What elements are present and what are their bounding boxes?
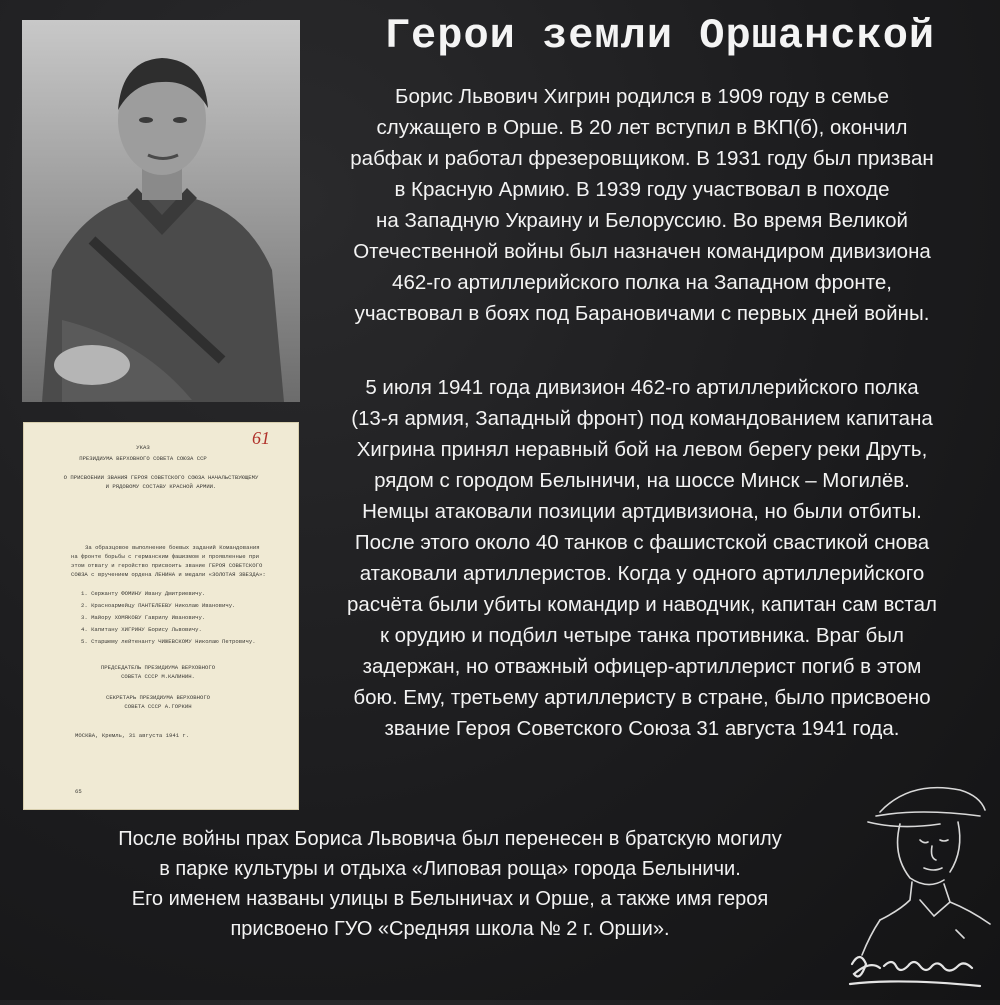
battle-paragraph — [292, 372, 992, 744]
text-line: 462-го артиллерийского полка на Западном фронте, — [392, 271, 892, 294]
memorial-paragraph — [40, 824, 860, 944]
document-line: ПРЕЗИДИУМА ВЕРХОВНОГО СОВЕТА СОЮЗА ССР — [79, 455, 207, 462]
text-line: рядом с городом Белыничи, на шоссе Минск – Могилёв. — [374, 469, 910, 492]
text-line: После этого около 40 танков с фашистской свастикой снова — [354, 531, 930, 554]
document-line: СЕКРЕТАРЬ ПРЕЗИДИУМА ВЕРХОВНОГО — [105, 694, 211, 701]
document-line: 65 — [75, 788, 82, 795]
text-line: (13-я армия, Западный фронт) под командованием капитана — [351, 407, 933, 430]
text-line: участвовал в боях под Барановичами с первых дней войны. — [354, 302, 930, 325]
text-line: Борис Львович Хигрин родился в 1909 году в семье — [395, 85, 889, 108]
text-line: служащего в Орше. В 20 лет вступил в ВКП(б), окончил — [376, 116, 908, 139]
document-line: СОВЕТА СССР М.КАЛИНИН. — [121, 673, 195, 680]
text-line: Отечественной войны был назначен командиром дивизиона — [353, 240, 931, 263]
document-line: СОЮЗА с вручением ордена ЛЕНИНА и медали «ЗОЛОТАЯ ЗВЕЗДА»: — [71, 571, 266, 578]
document-line: на фронте борьбы с германским фашизмом и проявленные при — [71, 553, 259, 560]
text-line: расчёта были убиты командир и наводчик, капитан сам встал — [347, 593, 937, 616]
text-line: бою. Ему, третьему артиллеристу в стране, было присвоено — [353, 686, 931, 709]
document-line: УКАЗ — [136, 444, 150, 451]
text-line: присвоено ГУО «Средняя школа № 2 г. Орши». — [230, 918, 670, 940]
document-line: 3. Майору ХОМЯКОВУ Гаврилу Ивановичу. — [81, 614, 206, 621]
document-line: СОВЕТА СССР А.ГОРКИН — [124, 703, 192, 710]
document-line: О ПРИСВОЕНИИ ЗВАНИЯ ГЕРОЯ СОВЕТСКОГО СОЮЗА НАЧАЛЬСТВУЮЩЕМУ — [63, 474, 259, 481]
text-line: 5 июля 1941 года дивизион 462-го артиллерийского полка — [365, 376, 919, 399]
text-line: Хигрина принял неравный бой на левом берегу реки Друть, — [356, 438, 928, 461]
text-line: атаковали артиллеристов. Когда у одного артиллерийского — [359, 562, 925, 585]
document-line: За образцовое выполнение боевых заданий Командования — [85, 544, 260, 551]
document-line: 4. Капитану ХИГРИНУ Борису Львовичу. — [81, 626, 202, 633]
text-line: задержан, но отважный офицер-артиллерист погиб в этом — [362, 655, 922, 678]
text-line: в парке культуры и отдыха «Липовая роща» города Белыничи. — [159, 858, 741, 880]
document-number: 61 — [252, 428, 270, 448]
document-line: этом отвагу и геройство присвоить звание ГЕРОЯ СОВЕТСКОГО — [71, 562, 263, 569]
biography-paragraph — [292, 81, 992, 329]
page-title: Герои земли Оршанской — [384, 12, 936, 60]
portrait-photo — [22, 20, 300, 402]
document-line: ПРЕДСЕДАТЕЛЬ ПРЕЗИДИУМА ВЕРХОВНОГО — [100, 664, 216, 671]
decree-document-image — [23, 422, 299, 810]
document-line: И РЯДОВОМУ СОСТАВУ КРАСНОЙ АРМИИ. — [105, 483, 217, 490]
portrait-sketch-with-signature — [840, 760, 1000, 1000]
text-line: в Красную Армию. В 1939 году участвовал в походе — [394, 178, 890, 201]
document-line: 1. Сержанту ФОМИНУ Ивану Дмитриевичу. — [81, 590, 206, 597]
text-line: Его именем названы улицы в Белыничах и Орше, а также имя героя — [131, 888, 769, 910]
text-line: к орудию и подбил четыре танка противника. Враг был — [380, 624, 904, 647]
text-line: на Западную Украину и Белоруссию. Во время Великой — [376, 209, 908, 232]
document-line: 5. Старшему лейтенанту ЧИЖЕВСКОМУ Николаю Петровичу. — [81, 638, 256, 645]
document-line: 2. Красноармейцу ПАНТЕЛЕЕВУ Николаю Ивановичу. — [81, 602, 236, 609]
text-line: звание Героя Советского Союза 31 августа 1941 года. — [384, 717, 900, 740]
document-line: МОСКВА, Кремль, 31 августа 1941 г. — [75, 732, 190, 739]
text-line: рабфак и работал фрезеровщиком. В 1931 году был призван — [350, 147, 934, 170]
text-line: После войны прах Бориса Львовича был перенесен в братскую могилу — [118, 828, 782, 850]
text-line: Немцы атаковали позиции артдивизиона, но были отбиты. — [362, 500, 922, 523]
